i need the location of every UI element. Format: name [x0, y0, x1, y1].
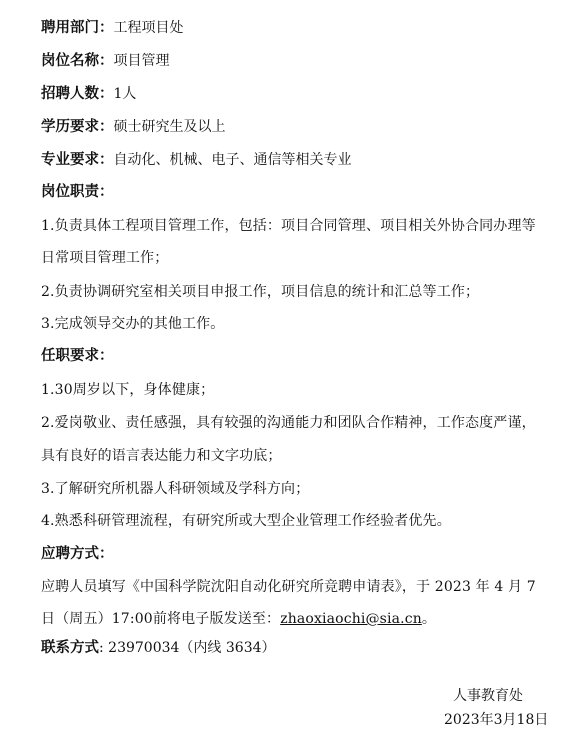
requirements-item-1: 1.30周岁以下，身体健康； [41, 382, 215, 398]
application-line-2-prefix: 日（周五）17:00前将电子版发送至： [41, 611, 281, 627]
signature-date: 2023年3月18日 [444, 712, 549, 728]
requirements-item-2-cont: 具有良好的语言表达能力和文字功底； [41, 448, 282, 464]
headcount-value: 1人 [113, 86, 137, 102]
duties-item-2: 2.负责协调研究室相关项目申报工作，项目信息的统计和汇总等工作； [41, 284, 480, 300]
contact-row [41, 638, 561, 658]
requirements-item-4: 4.熟悉科研管理流程，有研究所或大型企业管理工作经验者优先。 [41, 513, 451, 529]
duties-heading: 岗位职责： [41, 184, 114, 200]
position-label: 岗位名称： [41, 53, 114, 69]
contact-value: : 23970034（内线 3634） [99, 640, 276, 656]
application-heading: 应聘方式： [41, 546, 114, 562]
application-line-2-suffix: 。 [421, 611, 437, 627]
duties-item-1-cont: 日常项目管理工作； [41, 250, 169, 266]
duties-item-3: 3.完成领导交办的其他工作。 [41, 316, 225, 332]
department-row [41, 18, 561, 38]
signature-department: 人事教育处 [453, 688, 523, 704]
major-value: 自动化、机械、电子、通信等相关专业 [113, 152, 352, 168]
requirements-heading: 任职要求： [41, 348, 114, 364]
education-value: 硕士研究生及以上 [113, 119, 226, 135]
requirements-item-3: 3.了解研究所机器人科研领域及学科方向； [41, 481, 310, 497]
duties-item-1: 1.负责具体工程项目管理工作，包括：项目合同管理、项目相关外协合同办理等 [41, 218, 536, 234]
major-row [41, 150, 561, 170]
education-row [41, 117, 561, 137]
education-label: 学历要求： [41, 119, 114, 135]
headcount-label: 招聘人数： [41, 86, 114, 102]
department-value: 工程项目处 [113, 20, 184, 36]
application-line-1: 应聘人员填写《中国科学院沈阳自动化研究所竞聘申请表》，于 2023 年 4 月 7 [41, 579, 536, 595]
application-line-2 [41, 609, 561, 629]
requirements-item-2: 2.爱岗敬业、责任感强，具有较强的沟通能力和团队合作精神，工作态度严谨， [41, 415, 536, 431]
email-link[interactable]: zhaoxiaochi@sia.cn [280, 611, 422, 627]
position-row [41, 51, 561, 71]
position-value: 项目管理 [113, 53, 170, 69]
department-label: 聘用部门： [41, 20, 114, 36]
contact-label: 联系方式 [41, 640, 99, 656]
major-label: 专业要求： [41, 152, 114, 168]
headcount-row [41, 84, 561, 104]
